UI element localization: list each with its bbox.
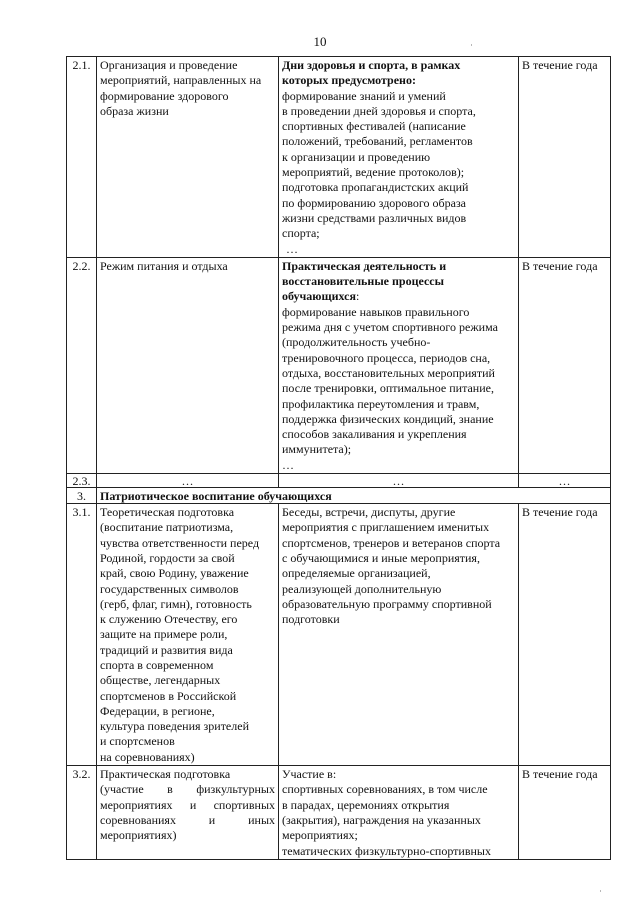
text-line: чувства ответственности перед — [100, 535, 260, 550]
text-line: тренировочного процесса, периодов сна, — [282, 350, 491, 365]
row-number: 3.1. — [67, 504, 97, 766]
text-line: мероприятия с приглашением именитых — [282, 520, 490, 535]
activity-name — [97, 766, 279, 860]
text-line: к организации и проведению — [282, 149, 431, 164]
text-line: образа жизни — [100, 103, 169, 118]
text-line: спорта; — [282, 226, 320, 241]
text-line: (герб, флаг, гимн), готовность — [100, 596, 252, 611]
text-line: в проведении дней здоровья и спорта, — [282, 103, 476, 118]
text-line: отдыха, восстановительных мероприятий — [282, 365, 495, 380]
text-line: и спортсменов — [100, 734, 175, 749]
text-line: традиций и развития вида — [100, 642, 233, 657]
content-heading-line: Практическая деятельность и — [282, 258, 447, 273]
table-row — [67, 257, 611, 473]
text-line: Организация и проведение — [100, 58, 238, 72]
section-title: Патриотическое воспитание обучающихся — [97, 488, 611, 504]
activity-content — [279, 257, 519, 473]
period: В течение года — [519, 257, 611, 473]
text-line: Участие в: — [282, 767, 337, 782]
text-line: … — [286, 241, 298, 256]
text-line: с обучающимися и иные мероприятия, — [282, 550, 480, 565]
text-line: поддержка физических кондиций, знание — [282, 411, 494, 426]
text-line: Беседы, встречи, диспуты, другие — [282, 505, 456, 520]
period: В течение года — [519, 766, 611, 860]
activity-content — [279, 504, 519, 766]
table-row — [67, 504, 611, 766]
scan-mark — [600, 890, 601, 892]
text-line: к служению Отечеству, его — [100, 612, 238, 627]
period: … — [519, 474, 611, 488]
heading-colon: : — [356, 289, 360, 304]
activity-content — [279, 766, 519, 860]
activity-content — [279, 57, 519, 258]
text-line: реализующей дополнительную — [282, 581, 442, 596]
text-line: спорта в современном — [100, 657, 214, 672]
text-line: после тренировки, оптимальное питание, — [282, 381, 494, 396]
text-line: … — [282, 457, 294, 472]
row-number: 2.2. — [67, 257, 97, 473]
text-line: в парадах, церемониях открытия — [282, 797, 450, 812]
content-heading-text: обучающихся — [282, 289, 356, 304]
scan-mark — [471, 44, 472, 46]
period: В течение года — [519, 57, 611, 258]
text-line: мероприятиях; — [282, 828, 358, 843]
text-line: определяемые организацией, — [282, 566, 431, 581]
text-line: соревнованиях и иных — [100, 812, 275, 827]
text-line: формирование здорового — [100, 88, 229, 103]
plan-table — [66, 56, 611, 860]
content-heading-line — [282, 289, 515, 304]
text-line: обществе, легендарных — [100, 673, 221, 688]
text-line: государственных символов — [100, 581, 239, 596]
text-line: иммунитета); — [282, 442, 352, 457]
text-line: формирование навыков правильного — [282, 304, 470, 319]
activity-content: … — [279, 474, 519, 488]
text-line: мероприятий, ведение протоколов); — [282, 165, 465, 180]
text-line: подготовки — [282, 612, 340, 627]
text-line: по формированию здорового образа — [282, 195, 467, 210]
text-line: Теоретическая подготовка — [100, 505, 235, 520]
text-line: край, свою Родину, уважение — [100, 566, 249, 581]
text-line: Режим питания и отдыха — [100, 258, 228, 273]
text-line: Родиной, гордости за свой — [100, 550, 235, 565]
table-row — [67, 57, 611, 258]
text-line: профилактика переутомления и травм, — [282, 396, 480, 411]
text-line: тематических физкультурно-спортивных — [282, 843, 491, 858]
activity-name — [97, 257, 279, 473]
text-line: жизни средствами различных видов — [282, 210, 467, 225]
content-heading-line: Дни здоровья и спорта, в рамках — [282, 58, 461, 72]
text-line: на соревнованиях) — [100, 749, 195, 764]
text-line: (воспитание патриотизма, — [100, 520, 234, 535]
table-row — [67, 474, 611, 488]
text-line: защите на примере роли, — [100, 627, 228, 642]
text-line: подготовка пропагандистских акций — [282, 180, 469, 195]
period: В течение года — [519, 504, 611, 766]
content-heading-line: которых предусмотрено: — [282, 73, 416, 88]
activity-name: … — [97, 474, 279, 488]
text-line: мероприятий, направленных на — [100, 73, 262, 88]
text-line: формирование знаний и умений — [282, 88, 446, 103]
text-line: Федерации, в регионе, — [100, 703, 215, 718]
text-line: положений, требований, регламентов — [282, 134, 473, 149]
text-line: мероприятиях) — [100, 828, 177, 843]
page-number: 10 — [313, 34, 327, 49]
text-line: спортивных соревнованиях, в том числе — [282, 782, 488, 797]
text-line: образовательную программу спортивной — [282, 596, 492, 611]
row-number: 2.1. — [67, 57, 97, 258]
text-line: мероприятиях и спортивных — [100, 797, 275, 812]
text-line: культура поведения зрителей — [100, 719, 249, 734]
text-line: (участие в физкультурных — [100, 782, 275, 797]
activity-name — [97, 504, 279, 766]
content-heading-line: восстановительные процессы — [282, 274, 445, 289]
text-line: Практическая подготовка — [100, 767, 231, 782]
text-line: (закрытия), награждения на указанных — [282, 812, 481, 827]
text-line: режима дня с учетом спортивного режима — [282, 320, 498, 335]
activity-name — [97, 57, 279, 258]
table-row — [67, 766, 611, 860]
section-number: 3. — [67, 488, 97, 504]
text-line: способов закаливания и укрепления — [282, 427, 467, 442]
text-line: спортивных фестивалей (написание — [282, 119, 466, 134]
text-line: спортсменов, тренеров и ветеранов спорта — [282, 535, 501, 550]
text-line: (продолжительность учебно- — [282, 335, 431, 350]
row-number: 3.2. — [67, 766, 97, 860]
text-line: спортсменов в Российской — [100, 688, 237, 703]
section-row — [67, 488, 611, 504]
row-number: 2.3. — [67, 474, 97, 488]
